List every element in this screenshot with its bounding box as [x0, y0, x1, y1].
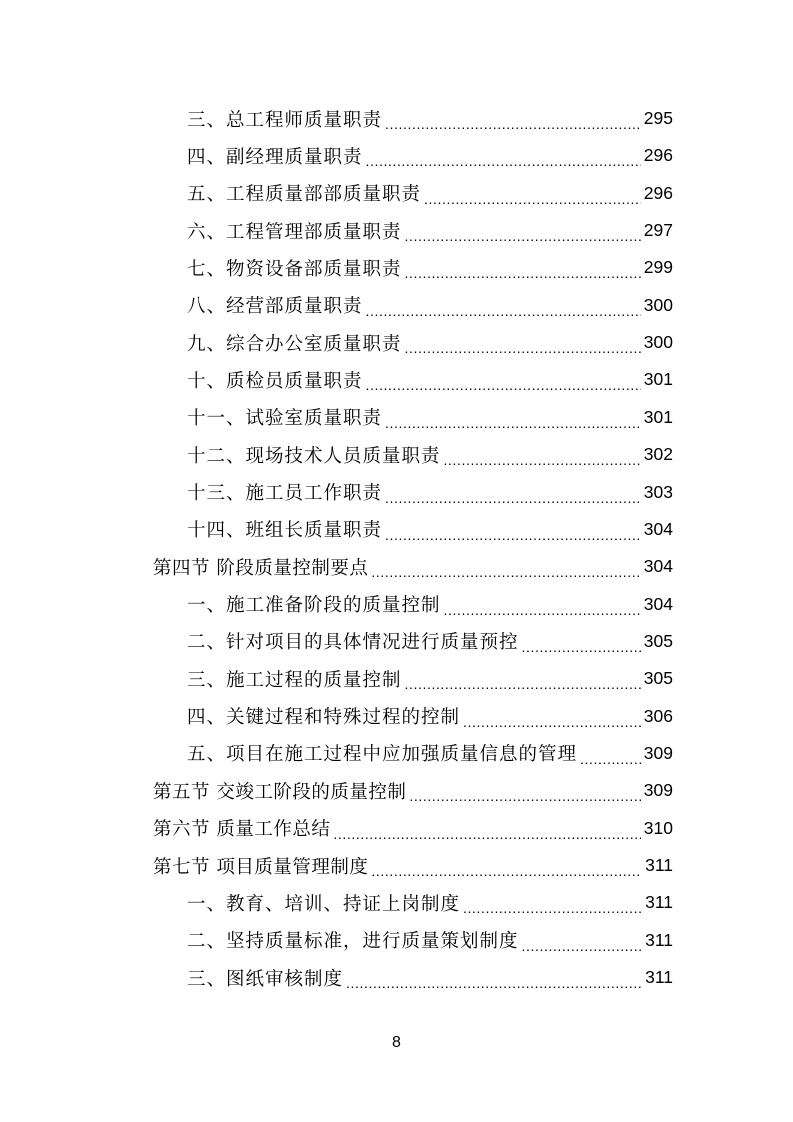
dot-leader [366, 361, 641, 398]
dot-leader [522, 623, 641, 660]
toc-subentry[interactable] [187, 100, 673, 137]
toc-entry-title: 八、经营部质量职责 [187, 296, 363, 318]
toc-entry-title: 第四节 阶段质量控制要点 [153, 557, 369, 579]
dot-leader [346, 959, 642, 996]
toc-entry-title: 九、综合办公室质量职责 [187, 333, 402, 355]
toc-subentry[interactable] [187, 175, 673, 212]
dot-leader [580, 735, 641, 772]
dot-leader [385, 511, 641, 548]
toc-entry-page: 304 [643, 593, 673, 614]
dot-leader [366, 287, 641, 324]
toc-entry-page: 305 [643, 668, 673, 689]
toc-entry-title: 十三、施工员工作职责 [187, 483, 383, 504]
toc-entry-title: 六、工程管理部质量职责 [187, 221, 402, 243]
toc-subentry[interactable] [187, 436, 673, 473]
toc-entry-title: 五、项目在施工过程中应加强质量信息的管理 [187, 744, 578, 766]
toc-subentry[interactable] [187, 212, 673, 249]
toc-subentry[interactable] [187, 698, 673, 735]
toc-section-entry[interactable] [153, 810, 673, 847]
toc-entry-title: 三、图纸审核制度 [187, 968, 344, 990]
toc-entry-page: 301 [643, 406, 673, 427]
toc-subentry[interactable] [187, 361, 673, 398]
toc-entry-title: 第七节 项目质量管理制度 [153, 856, 369, 878]
dot-leader [463, 698, 641, 735]
toc-entry-page: 309 [643, 780, 673, 801]
toc-entry-title: 三、施工过程的质量控制 [187, 669, 402, 691]
dot-leader [444, 436, 641, 473]
toc-entry-title: 一、教育、培训、持证上岗制度 [187, 893, 461, 915]
toc-entry-title: 五、工程质量部部质量职责 [187, 184, 422, 206]
dot-leader [424, 175, 641, 212]
toc-entry-page: 301 [643, 369, 673, 390]
toc-section-entry[interactable] [153, 772, 673, 809]
dot-leader [385, 474, 641, 511]
toc-section-entry[interactable] [153, 847, 673, 884]
dot-leader [366, 137, 641, 174]
toc-entry-title: 第六节 质量工作总结 [153, 819, 331, 841]
toc-subentry[interactable] [187, 586, 673, 623]
toc-subentry[interactable] [187, 959, 673, 996]
toc-subentry[interactable] [187, 922, 673, 959]
toc-entry-title: 十二、现场技术人员质量职责 [187, 445, 441, 467]
dot-leader [405, 249, 641, 286]
toc-entry-page: 297 [643, 220, 673, 241]
toc-entry-page: 304 [643, 556, 673, 577]
toc-entry-page: 311 [645, 967, 673, 988]
toc-entry-page: 299 [643, 257, 673, 278]
toc-entry-title: 一、施工准备阶段的质量控制 [187, 595, 441, 617]
toc-entry-page: 311 [645, 855, 673, 875]
toc-subentry[interactable] [187, 324, 673, 361]
dot-leader [385, 399, 641, 436]
toc-entry-page: 300 [643, 294, 673, 315]
toc-subentry[interactable] [187, 735, 673, 772]
toc-entry-title: 三、总工程师质量职责 [187, 109, 383, 131]
toc-entry-page: 305 [643, 630, 673, 651]
toc-entry-title: 二、坚持质量标准，进行质量策划制度 [187, 931, 519, 953]
toc-entry-title: 第五节 交竣工阶段的质量控制 [153, 781, 407, 803]
toc-subentry[interactable] [187, 399, 673, 436]
toc-entry-page: 296 [643, 182, 673, 203]
toc-entry-page: 296 [643, 145, 673, 166]
dot-leader [409, 772, 640, 809]
toc-entry-title: 七、物资设备部质量职责 [187, 258, 402, 280]
dot-leader [444, 586, 641, 623]
toc-subentry[interactable] [187, 249, 673, 286]
toc-subentry[interactable] [187, 474, 673, 511]
dot-leader [405, 324, 641, 361]
toc-subentry[interactable] [187, 137, 673, 174]
toc-entry-page: 311 [645, 929, 673, 950]
dot-leader [333, 810, 640, 847]
toc-entry-page: 310 [643, 817, 673, 838]
dot-leader [405, 212, 641, 249]
toc-entry-title: 四、关键过程和特殊过程的控制 [187, 707, 461, 729]
dot-leader [385, 100, 641, 137]
toc-subentry[interactable] [187, 623, 673, 660]
toc-section-entry[interactable] [153, 548, 673, 585]
toc-entry-title: 十一、试验室质量职责 [187, 408, 383, 430]
toc-entry-page: 295 [643, 108, 673, 128]
toc-entry-page: 302 [643, 444, 673, 465]
toc-entry-page: 309 [643, 742, 673, 763]
dot-leader [371, 847, 642, 884]
toc-entry-page: 300 [643, 332, 673, 353]
toc-subentry[interactable] [187, 884, 673, 921]
toc-entry-page: 311 [645, 892, 673, 913]
dot-leader [405, 660, 641, 697]
toc-entry-title: 二、针对项目的具体情况进行质量预控 [187, 632, 519, 654]
page-number: 8 [392, 1034, 401, 1051]
toc-entry-page: 304 [643, 518, 673, 539]
toc-subentry[interactable] [187, 660, 673, 697]
toc-entry-title: 十、质检员质量职责 [187, 370, 363, 392]
toc-entry-page: 303 [643, 481, 673, 502]
toc-subentry[interactable] [187, 511, 673, 548]
toc-entry-title: 十四、班组长质量职责 [187, 520, 383, 542]
dot-leader [463, 884, 642, 921]
toc-subentry[interactable] [187, 287, 673, 324]
dot-leader [522, 922, 643, 959]
toc-entry-page: 306 [643, 705, 673, 726]
dot-leader [371, 548, 640, 585]
toc-entry-title: 四、副经理质量职责 [187, 146, 363, 168]
